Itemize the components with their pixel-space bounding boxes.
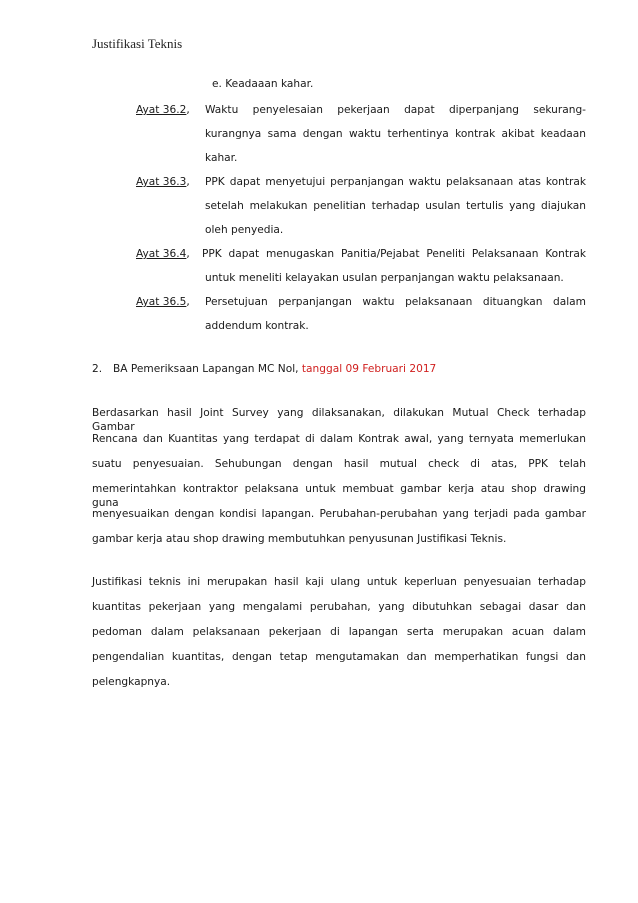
paragraph-line: pedoman dalam pelaksanaan pekerjaan di lapangan serta merupakan acuan dalam <box>92 626 586 638</box>
ayat-text-line: untuk meneliti kelayakan usulan perpanjangan waktu pelaksanaan. <box>205 272 564 284</box>
section-date: tanggal 09 Februari 2017 <box>301 363 437 375</box>
ayat-text-line: kahar. <box>205 152 238 164</box>
section-title: BA Pemeriksaan Lapangan MC Nol, <box>113 363 302 375</box>
ayat-ref-row: Ayat 36.4, <box>136 248 190 260</box>
paragraph-line: menyesuaikan dengan kondisi lapangan. Perubahan-perubahan yang terjadi pada gambar <box>92 508 586 520</box>
paragraph-line: Justifikasi teknis ini merupakan hasil kaji ulang untuk keperluan penyesuaian terhadap <box>92 576 586 588</box>
ayat-text-line: Persetujuan perpanjangan waktu pelaksanaan dituangkan dalam <box>205 296 586 308</box>
ayat-text-line: Waktu penyelesaian pekerjaan dapat diperpanjang sekurang- <box>205 104 586 116</box>
ayat-text-line: addendum kontrak. <box>205 320 309 332</box>
paragraph-line: gambar kerja atau shop drawing membutuhkan penyusunan Justifikasi Teknis. <box>92 533 507 545</box>
paragraph-line: memerintahkan kontraktor pelaksana untuk membuat gambar kerja atau shop drawing guna <box>92 483 586 509</box>
ayat-text-line: oleh penyedia. <box>205 224 284 236</box>
paragraph-line: pengendalian kuantitas, dengan tetap mengutamakan dan memperhatikan fungsi dan <box>92 651 586 663</box>
paragraph-line: pelengkapnya. <box>92 676 171 688</box>
paragraph-line: kuantitas pekerjaan yang mengalami perubahan, yang dibutuhkan sebagai dasar dan <box>92 601 586 613</box>
ayat-ref-row: Ayat 36.2, <box>136 104 190 116</box>
running-header: Justifikasi Teknis <box>92 36 183 51</box>
ayat-ref: Ayat 36.2 <box>136 104 187 116</box>
paragraph-line: Rencana dan Kuantitas yang terdapat di dalam Kontrak awal, yang ternyata memerlukan <box>92 433 586 445</box>
ayat-ref: Ayat 36.4 <box>136 248 187 260</box>
ayat-ref-row: Ayat 36.5, <box>136 296 190 308</box>
section-heading <box>113 362 436 376</box>
paragraph-line: Berdasarkan hasil Joint Survey yang dilaksanakan, dilakukan Mutual Check terhadap Gambar <box>92 407 586 433</box>
ayat-ref-row: Ayat 36.3, <box>136 176 190 188</box>
paragraph-line: suatu penyesuaian. Sehubungan dengan hasil mutual check di atas, PPK telah <box>92 458 586 470</box>
ayat-text-line: PPK dapat menugaskan Panitia/Pejabat Peneliti Pelaksanaan Kontrak <box>202 248 586 260</box>
ayat-text-line: setelah melakukan penelitian terhadap usulan tertulis yang diajukan <box>205 200 586 212</box>
list-item-e: e. Keadaaan kahar. <box>212 78 314 90</box>
ayat-ref: Ayat 36.5 <box>136 296 187 308</box>
section-number: 2. <box>92 363 103 375</box>
ayat-text-line: kurangnya sama dengan waktu terhentinya kontrak akibat keadaan <box>205 128 586 140</box>
ayat-ref: Ayat 36.3 <box>136 176 187 188</box>
ayat-text-line: PPK dapat menyetujui perpanjangan waktu pelaksanaan atas kontrak <box>205 176 586 188</box>
